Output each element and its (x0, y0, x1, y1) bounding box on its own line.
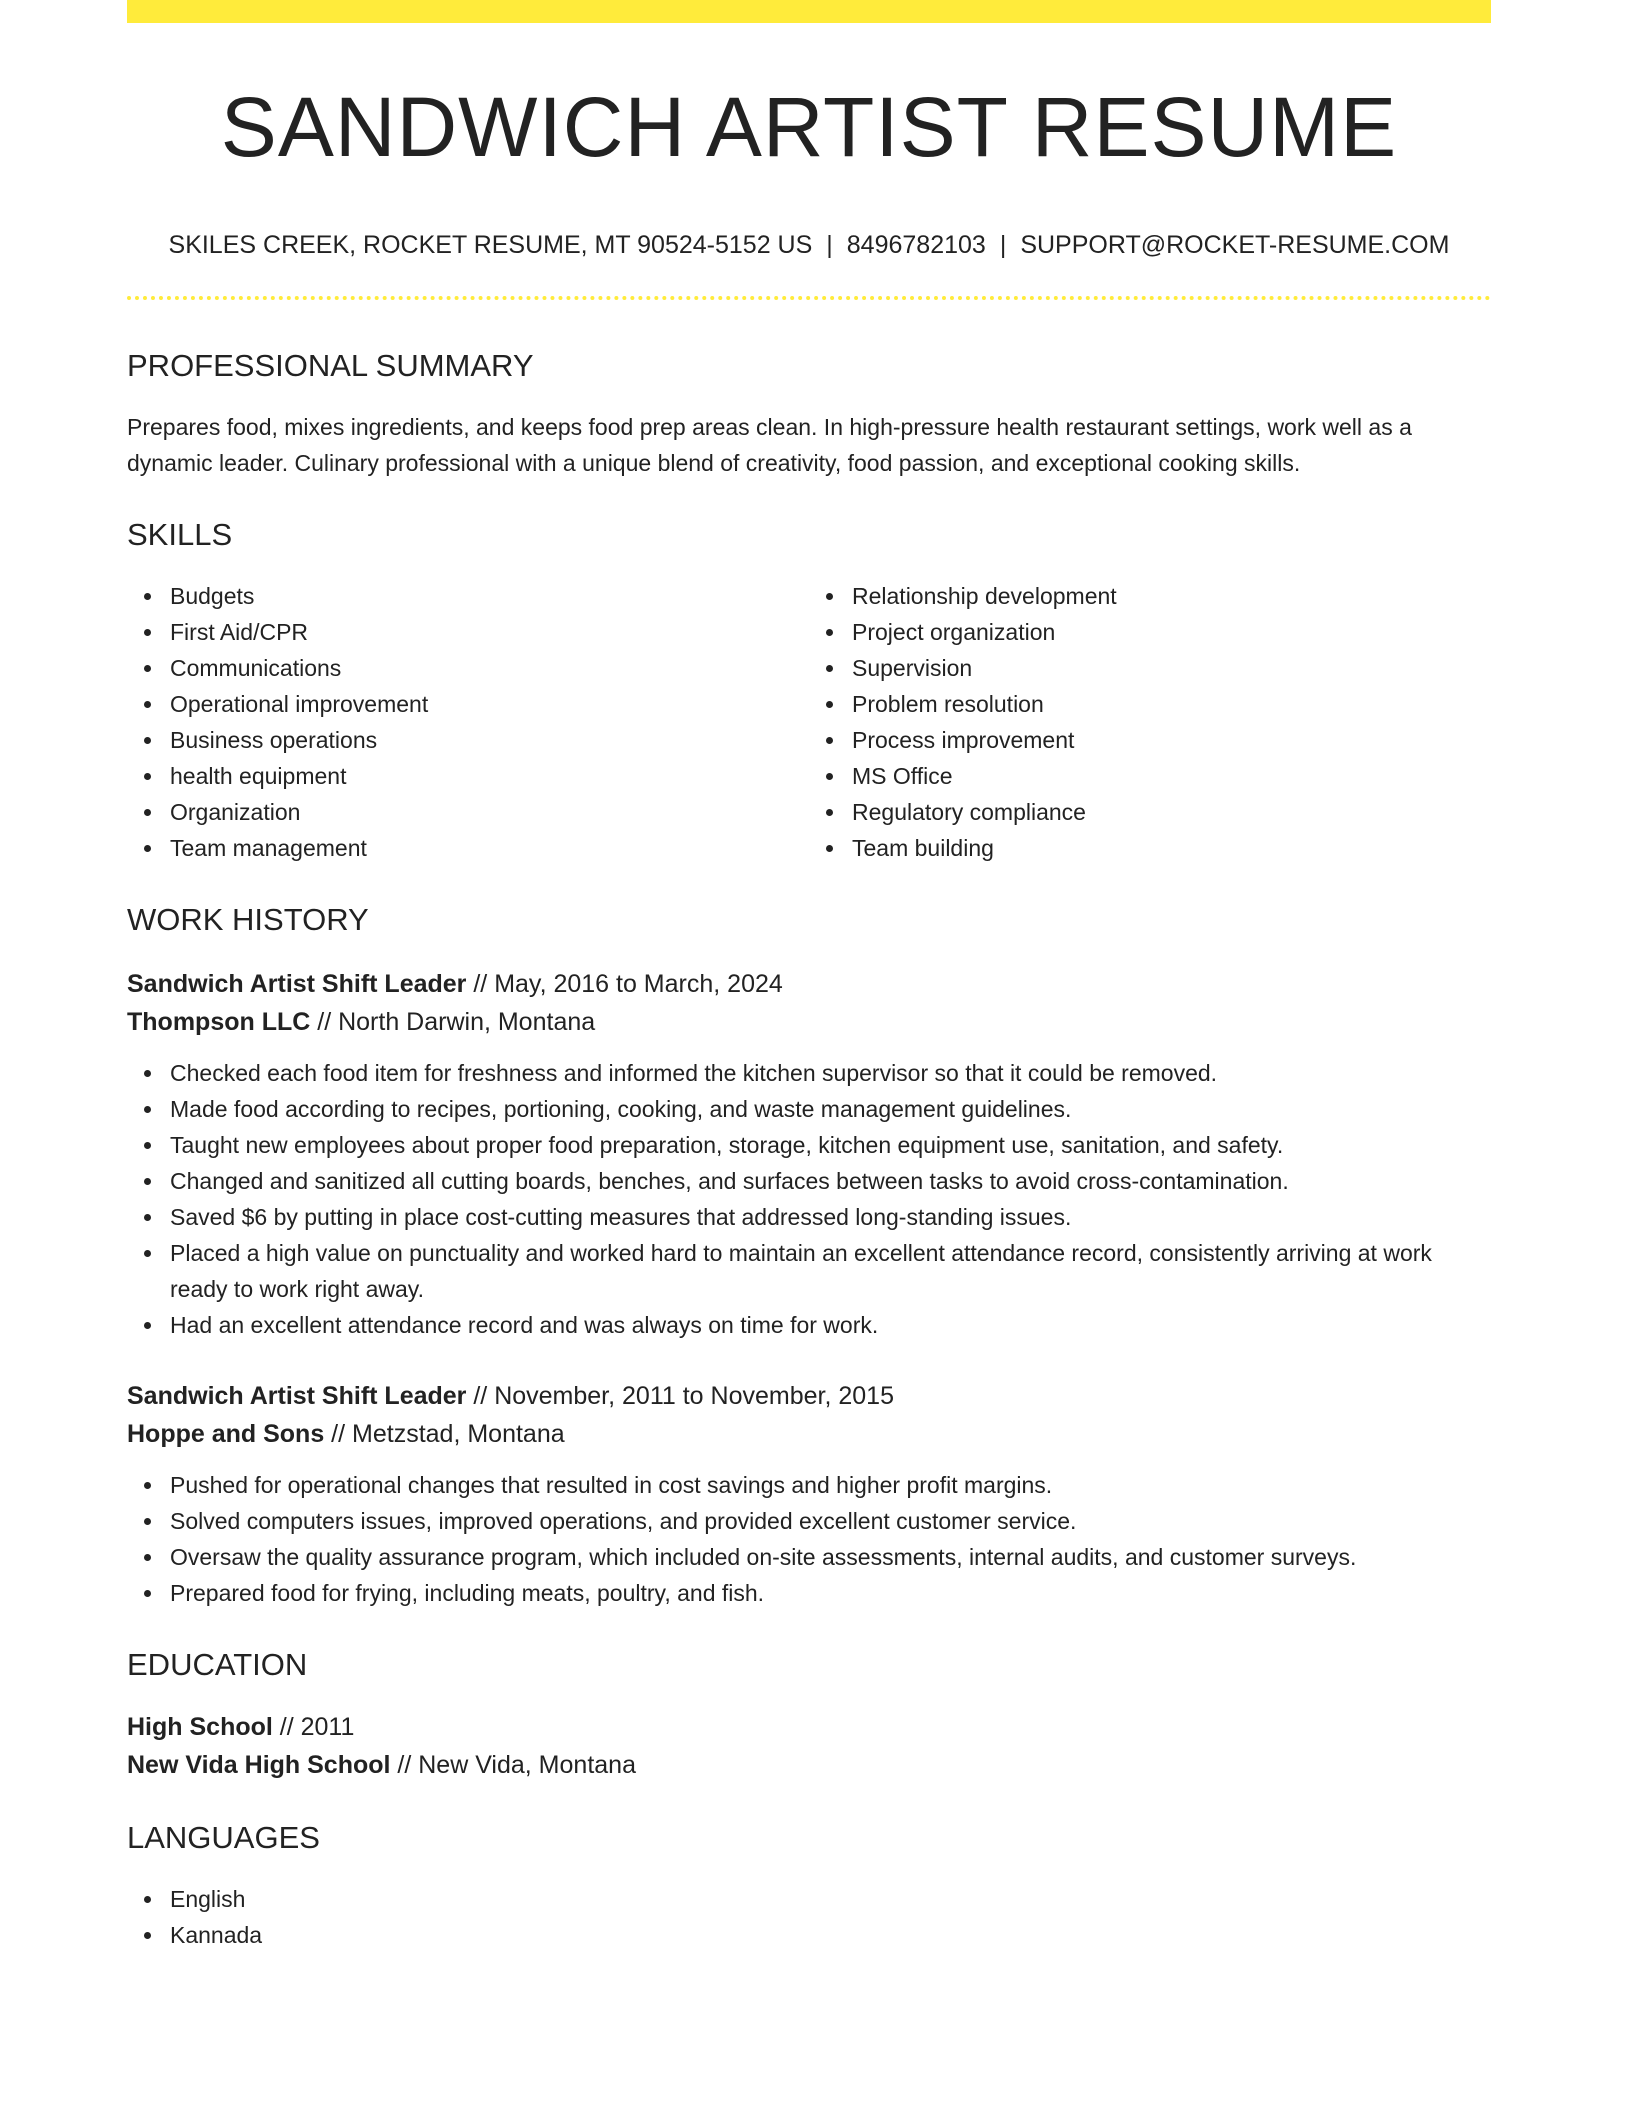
education-entry (127, 1708, 1491, 1784)
languages-section (127, 1881, 1491, 1953)
summary-heading: PROFESSIONAL SUMMARY (127, 348, 534, 383)
contact-email: SUPPORT@ROCKET-RESUME.COM (1020, 231, 1450, 259)
job-company: Hoppe and Sons (127, 1420, 325, 1448)
job-title: Sandwich Artist Shift Leader (127, 970, 467, 998)
skills-list-right (809, 578, 1491, 866)
job-company-line (127, 1003, 1491, 1041)
skills-heading: SKILLS (127, 517, 233, 552)
skill-item: Team management (170, 830, 809, 866)
skills-grid (127, 578, 1491, 866)
languages-heading: LANGUAGES (127, 1820, 320, 1855)
language-item: Kannada (170, 1917, 1491, 1953)
job-entry (127, 965, 1491, 1343)
job-bullet: Pushed for operational changes that resulted in cost savings and higher profit margins. (170, 1467, 1491, 1503)
education-school: New Vida High School (127, 1751, 391, 1779)
education-year: // 2011 (272, 1713, 355, 1741)
job-bullet: Checked each food item for freshness and informed the kitchen supervisor so that it could be removed. (170, 1055, 1491, 1091)
job-title: Sandwich Artist Shift Leader (127, 1382, 467, 1410)
job-bullet: Had an excellent attendance record and was always on time for work. (170, 1307, 1491, 1343)
skill-item: Regulatory compliance (852, 794, 1491, 830)
job-dates: // November, 2011 to November, 2015 (466, 1382, 894, 1410)
skill-item: Supervision (852, 650, 1491, 686)
summary-text: Prepares food, mixes ingredients, and keeps food prep areas clean. In high-pressure health restaurant settings, work well as a dynamic leader. Culinary professional with a unique blend of creativity, food passion, and exceptional cooking skills. (127, 414, 1412, 476)
job-title-line (127, 965, 1491, 1003)
skill-item: Organization (170, 794, 809, 830)
skill-item: health equipment (170, 758, 809, 794)
skill-item: MS Office (852, 758, 1491, 794)
skill-item: Relationship development (852, 578, 1491, 614)
languages-list (127, 1881, 1491, 1953)
education-degree-line (127, 1708, 1491, 1746)
contact-phone: 8496782103 (846, 231, 986, 259)
contact-line (127, 233, 1491, 258)
job-location: // North Darwin, Montana (310, 1008, 596, 1036)
skill-item: Operational improvement (170, 686, 809, 722)
education-location: // New Vida, Montana (390, 1751, 636, 1779)
job-entry (127, 1377, 1491, 1611)
work-history-heading: WORK HISTORY (127, 902, 369, 937)
job-bullets (127, 1467, 1491, 1611)
job-location: // Metzstad, Montana (324, 1420, 565, 1448)
resume-page (127, 0, 1491, 1953)
dotted-divider (127, 296, 1491, 300)
job-company: Thompson LLC (127, 1008, 311, 1036)
contact-separator: | (826, 231, 833, 259)
job-bullet: Made food according to recipes, portioning, cooking, and waste management guidelines. (170, 1091, 1491, 1127)
skill-item: Problem resolution (852, 686, 1491, 722)
contact-address: SKILES CREEK, ROCKET RESUME, MT 90524-5152 US (168, 231, 813, 259)
skills-list-left (127, 578, 809, 866)
job-bullet: Placed a high value on punctuality and worked hard to maintain an excellent attendance record, consistently arriving at work ready to work right away. (170, 1235, 1491, 1307)
education-school-line (127, 1746, 1491, 1784)
accent-top-bar (127, 0, 1491, 23)
job-dates: // May, 2016 to March, 2024 (466, 970, 783, 998)
job-bullet: Taught new employees about proper food preparation, storage, kitchen equipment use, sanitation, and safety. (170, 1127, 1491, 1163)
job-title-line (127, 1377, 1491, 1415)
skill-item: Business operations (170, 722, 809, 758)
education-degree: High School (127, 1713, 273, 1741)
job-bullet: Oversaw the quality assurance program, which included on-site assessments, internal audits, and customer surveys. (170, 1539, 1491, 1575)
job-bullet: Changed and sanitized all cutting boards, benches, and surfaces between tasks to avoid cross-contamination. (170, 1163, 1491, 1199)
skill-item: Process improvement (852, 722, 1491, 758)
skill-item: Budgets (170, 578, 809, 614)
skill-item: Team building (852, 830, 1491, 866)
job-company-line (127, 1415, 1491, 1453)
job-bullet: Saved $6 by putting in place cost-cutting measures that addressed long-standing issues. (170, 1199, 1491, 1235)
skill-item: First Aid/CPR (170, 614, 809, 650)
education-heading: EDUCATION (127, 1647, 308, 1682)
job-bullet: Prepared food for frying, including meats, poultry, and fish. (170, 1575, 1491, 1611)
skill-item: Project organization (852, 614, 1491, 650)
contact-separator: | (999, 231, 1007, 259)
language-item: English (170, 1881, 1491, 1917)
skill-item: Communications (170, 650, 809, 686)
job-bullet: Solved computers issues, improved operations, and provided excellent customer service. (170, 1503, 1491, 1539)
job-bullets (127, 1055, 1491, 1343)
resume-title: SANDWICH ARTIST RESUME (220, 80, 1398, 174)
